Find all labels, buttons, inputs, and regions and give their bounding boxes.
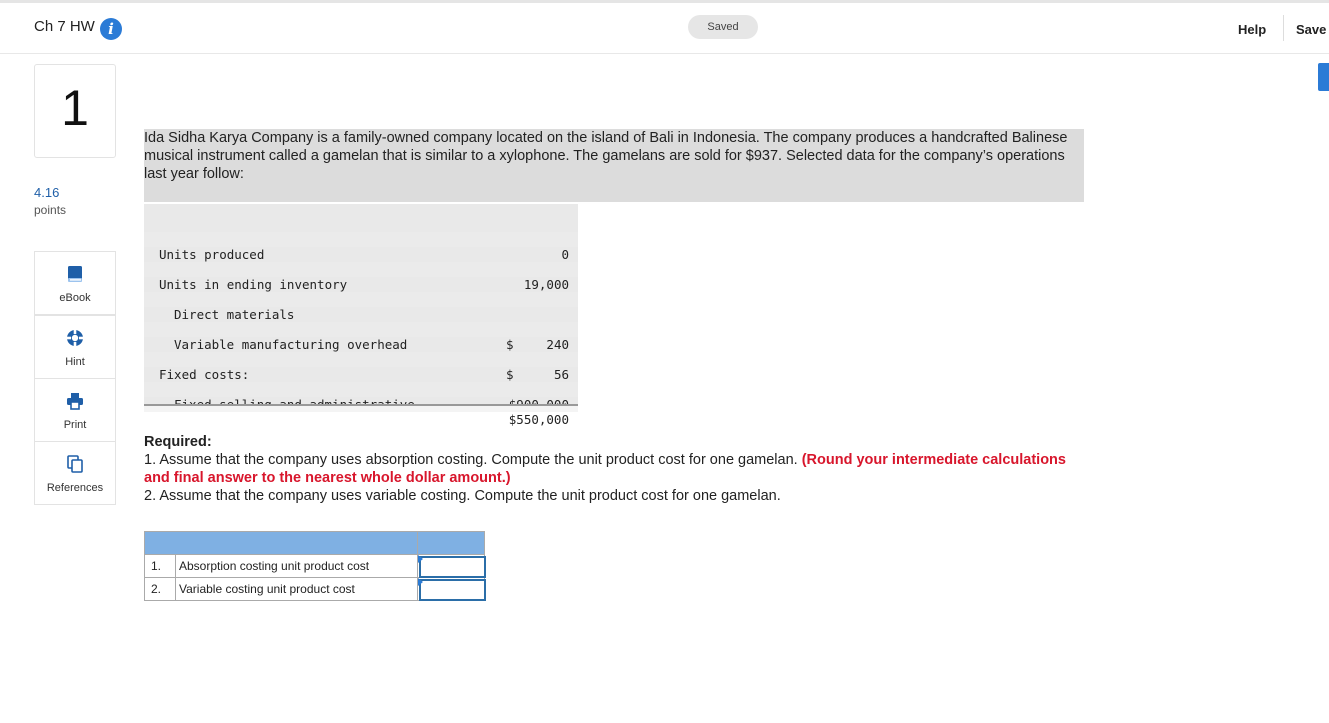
row-currency: $ [506,367,514,382]
table-row [145,578,485,601]
required-item-2: 2. Assume that the company uses variable costing. Compute the unit product cost for one gamelan. [144,488,781,504]
book-icon [66,265,84,283]
row-number: 1. [145,555,176,578]
flag-icon [418,578,423,586]
points-value: 4.16 [34,185,60,200]
required-section [144,433,1084,505]
required-item-1-text: 1. Assume that the company uses absorption costing. Compute the unit product cost for one gamelan. [144,452,798,468]
rounding-note: (Round your intermediate calculations and final answer to the nearest whole dollar amount.) [144,452,1066,486]
header-cell [145,532,418,555]
required-title: Required: [144,434,212,450]
required-item-1 [144,451,1084,487]
row-value: 0 [561,247,569,262]
problem-text: Ida Sidha Karya Company is a family-owned company located on the island of Bali in Indonesia. The company produces a handcrafted Balinese musical instrument called a gamelan that is similar to a xylophone. The gamelans are sold for $937. Selected data for the company’s operations last year follow: [144,130,1068,182]
row-label: Variable manufacturing overhead [174,337,408,352]
row-value: 240 [546,337,569,352]
row-label: Absorption costing unit product cost [176,555,418,578]
header-cell [418,532,485,555]
side-panel-tab[interactable] [1318,63,1329,91]
row-value: 56 [553,367,569,382]
row-currency: $ [506,337,514,352]
points-label: points [34,203,67,217]
save-button[interactable]: Save [1296,22,1327,37]
header-divider [1283,15,1284,41]
table-row [144,382,578,427]
assignment-title: Ch 7 HW [34,18,95,35]
answer-table-header [145,532,485,555]
print-label: Print [63,419,87,431]
problem-statement [144,129,1084,202]
row-number: 2. [145,578,176,601]
table-row [144,277,578,292]
hint-label: Hint [65,356,85,368]
table-bottom-rule [144,404,578,412]
table-row [145,555,485,578]
question-number-box [34,64,116,158]
print-button[interactable] [34,378,116,442]
references-button[interactable] [34,441,116,505]
row-value: $550,000 [508,412,569,427]
saved-status-badge: Saved [688,15,758,39]
row-label: Fixed costs: [159,367,250,382]
row-label: Units in ending inventory [159,277,348,292]
data-table [144,204,578,427]
hint-icon [66,329,84,347]
row-label: Variable costing unit product cost [176,578,418,601]
answer-cell [418,555,485,578]
header-bar [0,3,1329,54]
info-icon[interactable]: i [100,18,122,40]
references-icon [66,455,84,473]
row-value: 19,000 [523,277,569,292]
references-label: References [46,482,104,494]
table-row [144,367,578,382]
printer-icon [66,392,84,410]
hint-button[interactable] [34,315,116,379]
question-number: 1 [61,80,89,136]
flag-icon [418,555,423,563]
row-label: Direct materials [174,307,295,322]
help-button[interactable]: Help [1238,22,1267,37]
variable-cost-input[interactable] [419,579,486,601]
absorption-cost-input[interactable] [419,556,486,578]
answer-cell [418,578,485,601]
ebook-button[interactable] [34,251,116,315]
row-label: Units produced [159,247,265,262]
answer-table [144,531,485,601]
ebook-label: eBook [59,292,91,304]
table-row [144,232,578,262]
